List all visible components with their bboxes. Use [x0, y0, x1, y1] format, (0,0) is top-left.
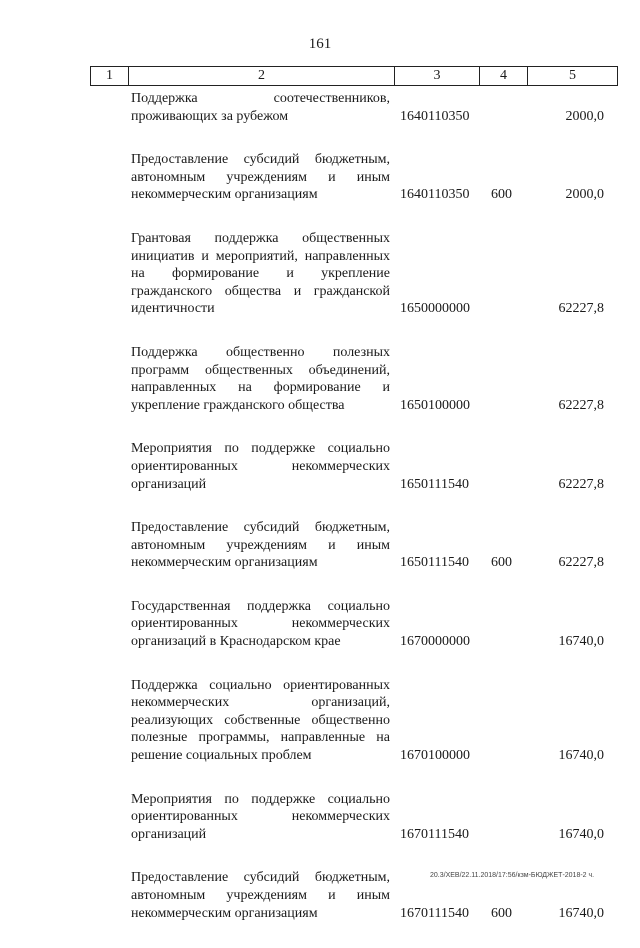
table-row: [0, 598, 640, 651]
page-number: 161: [308, 36, 332, 52]
table-row: [0, 440, 640, 493]
row-target-code: 1650111540: [400, 476, 469, 492]
row-expense-type: 600: [491, 187, 512, 203]
table-row: [0, 151, 640, 204]
row-amount: 16740,0: [558, 748, 604, 764]
row-target-code: 1650100000: [400, 397, 470, 413]
row-expense-type: 600: [491, 555, 512, 571]
row-amount: 62227,8: [558, 301, 604, 317]
row-amount: 2000,0: [565, 187, 604, 203]
row-description: Поддержка общественно полезных программ общественных объединений, направленных на формирование и укрепление гражданского общества: [131, 344, 390, 413]
row-target-code: 1640110350: [400, 187, 470, 203]
row-amount: 16740,0: [558, 905, 604, 921]
table-row: [0, 677, 640, 765]
row-description: Поддержка социально ориентированных некоммерческих организаций, реализующих собственные общественно полезные программы, направленные на решение социальных проблем: [131, 677, 390, 764]
header-col-5: 5: [569, 68, 576, 83]
row-target-code: 1670000000: [400, 634, 470, 650]
row-amount: 62227,8: [558, 476, 604, 492]
table-row: [0, 90, 640, 125]
row-target-code: 1640110350: [400, 108, 470, 124]
row-description: Мероприятия по поддержке социально ориентированных некоммерческих организаций: [131, 791, 390, 842]
row-target-code: 1650000000: [400, 301, 470, 317]
row-amount: 16740,0: [558, 826, 604, 842]
table-row: [0, 791, 640, 844]
document-footer-stamp: 20.3/ХЕВ/22.11.2018/17:56/кзм-БЮДЖЕТ-2018-2 ч.: [430, 872, 595, 879]
row-description: Грантовая поддержка общественных инициатив и мероприятий, направленных на формирование и укрепление гражданского общества и гражданской идентичности: [131, 230, 390, 317]
header-col-3: 3: [395, 67, 480, 85]
row-description: Мероприятия по поддержке социально ориентированных некоммерческих организаций: [131, 441, 390, 492]
table-header: [90, 66, 618, 86]
row-target-code: 1670100000: [400, 748, 470, 764]
row-description: Поддержка соотечественников, проживающих за рубежом: [131, 91, 390, 124]
row-description: Предоставление субсидий бюджетным, автономным учреждениям и иным некоммерческим организациям: [131, 152, 390, 203]
table-body: [0, 90, 640, 948]
row-target-code: 1650111540: [400, 555, 469, 571]
table-row: [0, 519, 640, 572]
table-row: [0, 230, 640, 318]
header-col-4: 4: [480, 67, 528, 85]
row-target-code: 1670111540: [400, 905, 469, 921]
row-description: Предоставление субсидий бюджетным, автономным учреждениям и иным некоммерческим организациям: [131, 870, 390, 921]
row-amount: 62227,8: [558, 555, 604, 571]
row-description: Государственная поддержка социально ориентированных некоммерческих организаций в Краснодарском крае: [131, 598, 390, 650]
header-col-1: 1: [91, 67, 129, 85]
row-target-code: 1670111540: [400, 826, 469, 842]
header-col-2: 2: [129, 67, 395, 85]
row-amount: 16740,0: [558, 634, 604, 650]
row-amount: 62227,8: [558, 397, 604, 413]
table-row: [0, 344, 640, 414]
row-amount: 2000,0: [565, 108, 604, 124]
row-expense-type: 600: [491, 905, 512, 921]
row-description: Предоставление субсидий бюджетным, автономным учреждениям и иным некоммерческим организациям: [131, 520, 390, 571]
